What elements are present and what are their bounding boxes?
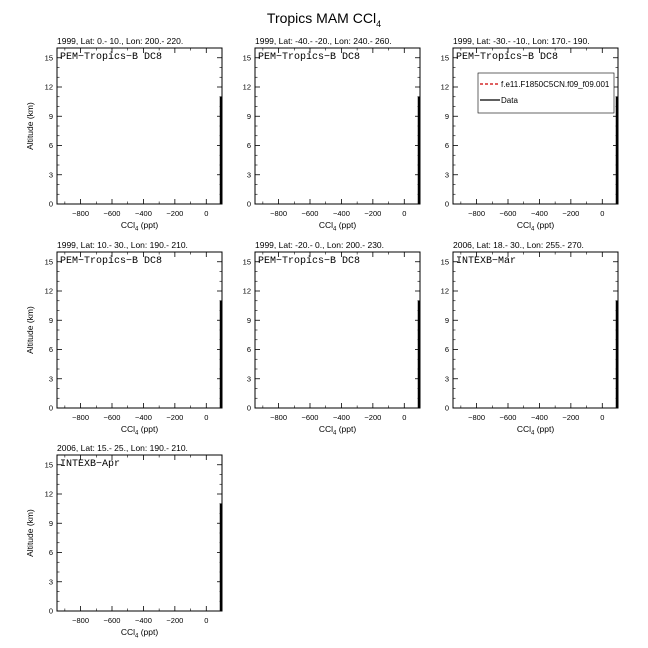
x-tick-label: −600 [301, 413, 319, 422]
y-tick-label: 9 [48, 111, 53, 121]
x-tick-label: 0 [402, 209, 407, 218]
y-tick-label: 15 [242, 53, 251, 63]
y-tick-label: 0 [246, 403, 251, 413]
legend-label-data: Data [501, 96, 518, 105]
y-tick-label: 15 [44, 53, 53, 63]
x-tick-label: −600 [103, 209, 121, 218]
legend-label-model: f.e11.F1850C5CN.f09_f09.001 [501, 80, 610, 89]
x-axis-label: CCl$_4$ (ppt) [318, 220, 357, 233]
x-tick-label: −400 [134, 209, 152, 218]
x-tick-label: 0 [204, 616, 209, 625]
x-tick-label: −400 [332, 413, 350, 422]
y-tick-label: 9 [246, 315, 251, 325]
x-tick-label: 0 [600, 413, 605, 422]
plot-frame [453, 252, 618, 408]
figure-title-main: Tropics MAM CCl [266, 10, 377, 26]
chart-panel [25, 36, 222, 233]
x-tick-label: −600 [499, 413, 517, 422]
y-tick-label: 6 [444, 141, 449, 150]
plot-frame [57, 48, 222, 204]
panel-header: 1999, Lat: -20.- 0., Lon: 200.- 230. [255, 240, 385, 250]
y-tick-label: 12 [44, 82, 53, 92]
y-tick-label: 3 [48, 170, 53, 180]
y-tick-label: 0 [246, 199, 251, 209]
y-tick-label: 3 [246, 170, 251, 180]
x-tick-label: −800 [270, 209, 288, 218]
campaign-label: INTEXB−Apr [60, 459, 121, 470]
y-tick-label: 6 [444, 345, 449, 354]
x-tick-label: −200 [562, 413, 580, 422]
y-tick-label: 3 [48, 374, 53, 384]
y-tick-label: 3 [444, 170, 449, 180]
x-tick-label: −400 [134, 616, 152, 625]
y-tick-label: 6 [48, 141, 53, 150]
plot-frame [255, 48, 420, 204]
chart-panel [25, 443, 222, 640]
panel-header: 2006, Lat: 15.- 25., Lon: 190.- 210. [57, 443, 188, 453]
x-tick-label: −800 [72, 413, 90, 422]
y-tick-label: 15 [242, 257, 251, 267]
x-tick-label: 0 [204, 413, 209, 422]
y-tick-label: 6 [246, 345, 251, 354]
y-tick-label: 15 [44, 257, 53, 267]
x-tick-label: −800 [72, 209, 90, 218]
x-tick-label: −600 [103, 616, 121, 625]
panel-header: 1999, Lat: 10.- 30., Lon: 190.- 210. [57, 240, 188, 250]
legend [478, 73, 614, 113]
y-tick-label: 12 [440, 286, 449, 296]
legend-box [478, 73, 614, 113]
y-tick-label: 3 [48, 577, 53, 587]
y-tick-label: 6 [246, 141, 251, 150]
y-tick-label: 9 [48, 315, 53, 325]
panel-header: 1999, Lat: -30.- -10., Lon: 170.- 190. [453, 36, 590, 46]
y-tick-label: 15 [44, 460, 53, 470]
y-tick-label: 0 [444, 403, 449, 413]
campaign-label: PEM−Tropics−B DC8 [258, 52, 361, 63]
figure-title-subscript: 4 [376, 19, 382, 29]
x-axis-label: CCl$_4$ (ppt) [516, 424, 555, 437]
chart-panel [243, 36, 420, 233]
campaign-label: INTEXB−Mar [456, 256, 517, 267]
x-tick-label: −600 [103, 413, 121, 422]
y-tick-label: 0 [444, 199, 449, 209]
x-axis-label: CCl$_4$ (ppt) [120, 220, 159, 233]
y-tick-label: 9 [48, 518, 53, 528]
x-tick-label: 0 [204, 209, 209, 218]
x-tick-label: −200 [166, 209, 184, 218]
x-tick-label: −800 [468, 413, 486, 422]
chart-panel [25, 240, 222, 437]
figure-title [267, 10, 381, 29]
x-tick-label: −200 [166, 616, 184, 625]
x-tick-label: −400 [530, 413, 548, 422]
plot-frame [453, 48, 618, 204]
x-axis-label: CCl$_4$ (ppt) [120, 424, 159, 437]
x-axis-label: CCl$_4$ (ppt) [516, 220, 555, 233]
y-tick-label: 0 [48, 403, 53, 413]
y-tick-label: 12 [242, 82, 251, 92]
y-tick-label: 12 [440, 82, 449, 92]
y-axis-label: Altitude (km) [25, 306, 35, 354]
y-tick-label: 0 [48, 606, 53, 616]
x-axis-label: CCl$_4$ (ppt) [318, 424, 357, 437]
x-tick-label: −600 [301, 209, 319, 218]
x-tick-label: −800 [72, 616, 90, 625]
chart-panel [243, 240, 420, 437]
x-tick-label: −800 [270, 413, 288, 422]
campaign-label: PEM−Tropics−B DC8 [60, 256, 163, 267]
y-tick-label: 9 [444, 315, 449, 325]
x-tick-label: −600 [499, 209, 517, 218]
panel-header: 1999, Lat: 0.- 10., Lon: 200.- 220. [57, 36, 184, 46]
x-tick-label: −400 [134, 413, 152, 422]
y-tick-label: 3 [444, 374, 449, 384]
x-tick-label: 0 [600, 209, 605, 218]
x-tick-label: −200 [562, 209, 580, 218]
y-tick-label: 3 [246, 374, 251, 384]
x-tick-label: −200 [364, 209, 382, 218]
y-axis-label: Altitude (km) [25, 509, 35, 557]
y-tick-label: 9 [444, 111, 449, 121]
panel-header: 1999, Lat: -40.- -20., Lon: 240.- 260. [255, 36, 392, 46]
panels [25, 36, 618, 640]
panel-header: 2006, Lat: 18.- 30., Lon: 255.- 270. [453, 240, 584, 250]
x-axis-label: CCl$_4$ (ppt) [120, 627, 159, 640]
y-tick-label: 15 [440, 53, 449, 63]
x-tick-label: −200 [166, 413, 184, 422]
x-tick-label: −400 [332, 209, 350, 218]
y-tick-label: 0 [48, 199, 53, 209]
x-tick-label: −400 [530, 209, 548, 218]
chart-panel [441, 36, 618, 233]
campaign-label: PEM−Tropics−B DC8 [456, 52, 559, 63]
y-tick-label: 6 [48, 548, 53, 557]
y-tick-label: 12 [242, 286, 251, 296]
x-tick-label: 0 [402, 413, 407, 422]
y-tick-label: 12 [44, 489, 53, 499]
plot-frame [57, 252, 222, 408]
y-tick-label: 9 [246, 111, 251, 121]
x-tick-label: −200 [364, 413, 382, 422]
campaign-label: PEM−Tropics−B DC8 [60, 52, 163, 63]
y-axis-label: Altitude (km) [25, 102, 35, 150]
y-tick-label: 6 [48, 345, 53, 354]
y-tick-label: 12 [44, 286, 53, 296]
plot-frame [255, 252, 420, 408]
chart-panel [441, 240, 618, 437]
y-tick-label: 15 [440, 257, 449, 267]
x-tick-label: −800 [468, 209, 486, 218]
plot-frame [57, 455, 222, 611]
campaign-label: PEM−Tropics−B DC8 [258, 256, 361, 267]
